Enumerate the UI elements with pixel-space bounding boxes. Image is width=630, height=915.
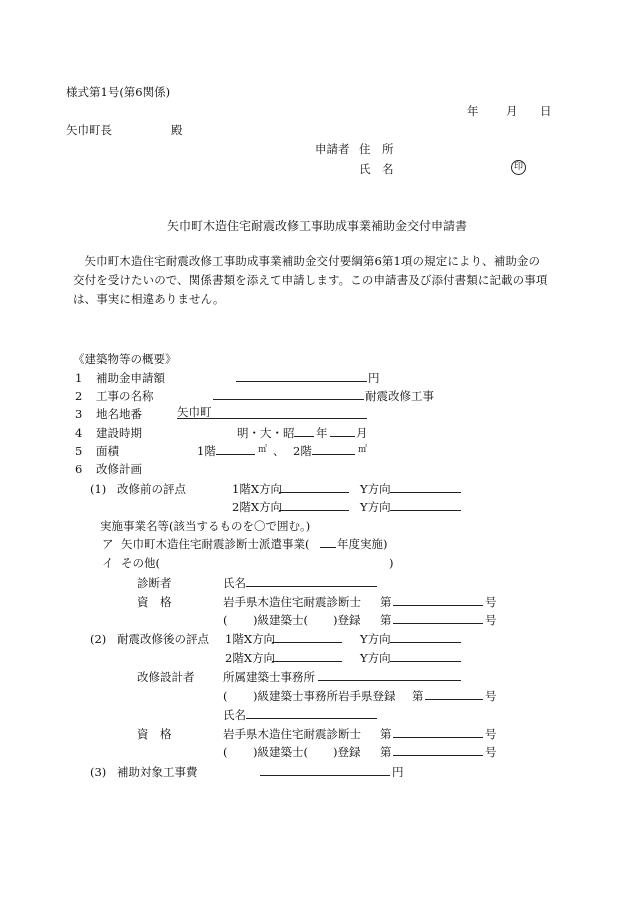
p2-name-prefix: 氏名 xyxy=(223,708,246,722)
p1-f1x-label: 1階X方向 xyxy=(232,482,283,496)
p2-office-no-blank[interactable] xyxy=(425,699,483,700)
p1-f2x-blank[interactable] xyxy=(279,510,349,511)
p1-option-a-year-blank[interactable] xyxy=(320,547,336,548)
p1-option-i-text: その他( xyxy=(121,556,160,570)
item5-floor1-blank[interactable] xyxy=(216,454,255,455)
p2-qual1-no-suffix: 号 xyxy=(485,727,497,741)
p2-designer-label: 改修設計者 xyxy=(137,670,195,684)
p2-f1x-blank[interactable] xyxy=(272,642,342,643)
p1-label: 改修前の評点 xyxy=(117,482,186,496)
p1-f1y-blank[interactable] xyxy=(390,492,461,493)
p2-num: (2) xyxy=(90,632,107,646)
item4-eras: 明・大・昭 xyxy=(237,426,295,440)
p1-f2y-blank[interactable] xyxy=(390,510,461,511)
p2-office-reg: )級建築士事務所岩手県登録 xyxy=(253,689,396,703)
item5-label: 面積 xyxy=(96,444,119,458)
p2-f1y-label: Y方向 xyxy=(360,632,391,646)
p2-office-label: 所属建築士事務所 xyxy=(223,670,315,684)
item5-unit1: ㎡ xyxy=(258,445,268,455)
p1-option-a-text: 矢巾町木造住宅耐震診断士派遣事業( xyxy=(121,537,310,551)
p3-unit: 円 xyxy=(392,765,404,779)
address-label: 住 所 xyxy=(359,142,394,156)
p2-designer-name-blank[interactable] xyxy=(246,718,377,719)
p1-qual1: 岩手県木造住宅耐震診断士 xyxy=(223,595,361,609)
p1-qual2-no-blank[interactable] xyxy=(393,623,483,624)
intro-paragraph: 矢巾町木造住宅耐震改修工事助成事業補助金交付要綱第6第1項の規定により、補助金の交付を受けたいので、関係書類を添えて申請します。この申請書及び添付書類に記載の事項は、事実に相違ありません。 xyxy=(73,254,548,306)
item1-unit: 円 xyxy=(368,371,380,385)
p2-qual2-end: )登録 xyxy=(333,745,361,759)
p2-f2x-blank[interactable] xyxy=(272,661,342,662)
item5-floor2-blank[interactable] xyxy=(312,454,355,455)
item1-label: 補助金申請額 xyxy=(96,371,165,385)
seal-mark: 印 xyxy=(511,160,526,175)
form-number: 様式第1号(第6関係) xyxy=(66,85,171,99)
item5-floor2: 2階 xyxy=(293,444,312,458)
p2-f2y-label: Y方向 xyxy=(360,651,391,665)
item3-num: 3 xyxy=(75,407,83,421)
p1-qual2-no-prefix: 第 xyxy=(380,613,392,627)
p1-qual2-no-suffix: 号 xyxy=(485,613,497,627)
document-title: 矢巾町木造住宅耐震改修工事助成事業補助金交付申請書 xyxy=(167,219,468,233)
p3-num: (3) xyxy=(90,765,107,779)
item4-month: 月 xyxy=(356,426,368,440)
p1-qual2-open: ( xyxy=(223,613,228,627)
item5-floor1: 1階 xyxy=(197,444,216,458)
p1-qual1-no-suffix: 号 xyxy=(485,595,497,609)
item2-label: 工事の名称 xyxy=(96,389,154,403)
p2-qual2-no-suffix: 号 xyxy=(485,745,497,759)
p1-f2y-label: Y方向 xyxy=(360,500,391,514)
item4-label: 建設時期 xyxy=(96,426,142,440)
p3-label: 補助対象工事費 xyxy=(117,765,198,779)
name-label: 氏 名 xyxy=(359,162,394,176)
p1-diagnoser-label: 診断者 xyxy=(137,576,172,590)
item3-label: 地名地番 xyxy=(96,407,142,421)
item5-unit2: ㎡ xyxy=(358,445,368,455)
item2-suffix: 耐震改修工事 xyxy=(365,389,434,403)
p2-office-no-prefix: 第 xyxy=(412,689,424,703)
p1-qual2-end: )登録 xyxy=(333,613,361,627)
p2-qual2-mid: )級建築士( xyxy=(253,745,308,759)
p2-qual-label: 資 格 xyxy=(137,727,172,741)
p2-f2y-blank[interactable] xyxy=(390,661,461,662)
item6-label: 改修計画 xyxy=(96,462,142,476)
date-day: 日 xyxy=(540,104,552,118)
p2-label: 耐震改修後の評点 xyxy=(117,632,209,646)
item4-month-blank[interactable] xyxy=(330,436,355,437)
p2-qual1-no-blank[interactable] xyxy=(393,737,483,738)
item3-blank[interactable] xyxy=(177,418,367,419)
item4-year: 年 xyxy=(316,426,328,440)
item2-num: 2 xyxy=(75,389,83,403)
p2-qual1: 岩手県木造住宅耐震診断士 xyxy=(223,727,361,741)
p2-f1y-blank[interactable] xyxy=(390,642,461,643)
item5-sep: 、 xyxy=(273,444,285,458)
p2-qual2-open: ( xyxy=(223,745,228,759)
p3-blank[interactable] xyxy=(260,775,390,776)
item3-value: 矢巾町 xyxy=(177,405,212,419)
p2-office-no-suffix: 号 xyxy=(485,689,497,703)
p1-f1y-label: Y方向 xyxy=(360,482,391,496)
p1-program-label: 実施事業名等(該当するものを〇で囲む。) xyxy=(100,519,311,533)
date-month: 月 xyxy=(506,104,518,118)
honorific: 殿 xyxy=(171,123,183,137)
section-heading: 《建築物等の概要》 xyxy=(73,352,177,366)
addressee: 矢巾町長 xyxy=(66,123,112,137)
item6-num: 6 xyxy=(75,462,83,476)
p1-f2x-label: 2階X方向 xyxy=(232,500,283,514)
p1-f1x-blank[interactable] xyxy=(279,492,349,493)
date-year: 年 xyxy=(467,104,479,118)
item1-num: 1 xyxy=(75,371,83,385)
p2-office-blank[interactable] xyxy=(318,680,461,681)
p1-qual1-no-prefix: 第 xyxy=(380,595,392,609)
p1-name-prefix: 氏名 xyxy=(223,576,246,590)
item1-blank[interactable] xyxy=(236,381,367,382)
p1-option-a-mark[interactable]: ア xyxy=(102,537,114,551)
item4-year-blank[interactable] xyxy=(294,436,314,437)
p1-option-i-mark[interactable]: イ xyxy=(102,556,114,570)
p1-diagnoser-name-blank[interactable] xyxy=(246,586,377,587)
p1-num: (1) xyxy=(90,482,107,496)
item4-num: 4 xyxy=(75,426,83,440)
p2-office-reg-open: ( xyxy=(223,689,228,703)
item2-blank[interactable] xyxy=(213,399,364,400)
p1-qual1-no-blank[interactable] xyxy=(393,605,483,606)
p2-qual2-no-prefix: 第 xyxy=(380,745,392,759)
item5-num: 5 xyxy=(75,444,83,458)
applicant-label: 申請者 xyxy=(315,142,350,156)
p2-f1x-label: 1階X方向 xyxy=(225,632,276,646)
p1-option-a-tail: 年度実施) xyxy=(337,537,388,551)
p2-f2x-label: 2階X方向 xyxy=(225,651,276,665)
p1-option-i-close: ) xyxy=(389,556,394,570)
p2-qual2-no-blank[interactable] xyxy=(393,755,483,756)
p2-qual1-no-prefix: 第 xyxy=(380,727,392,741)
p1-qual2-mid: )級建築士( xyxy=(253,613,308,627)
p1-qual-label: 資 格 xyxy=(137,595,172,609)
